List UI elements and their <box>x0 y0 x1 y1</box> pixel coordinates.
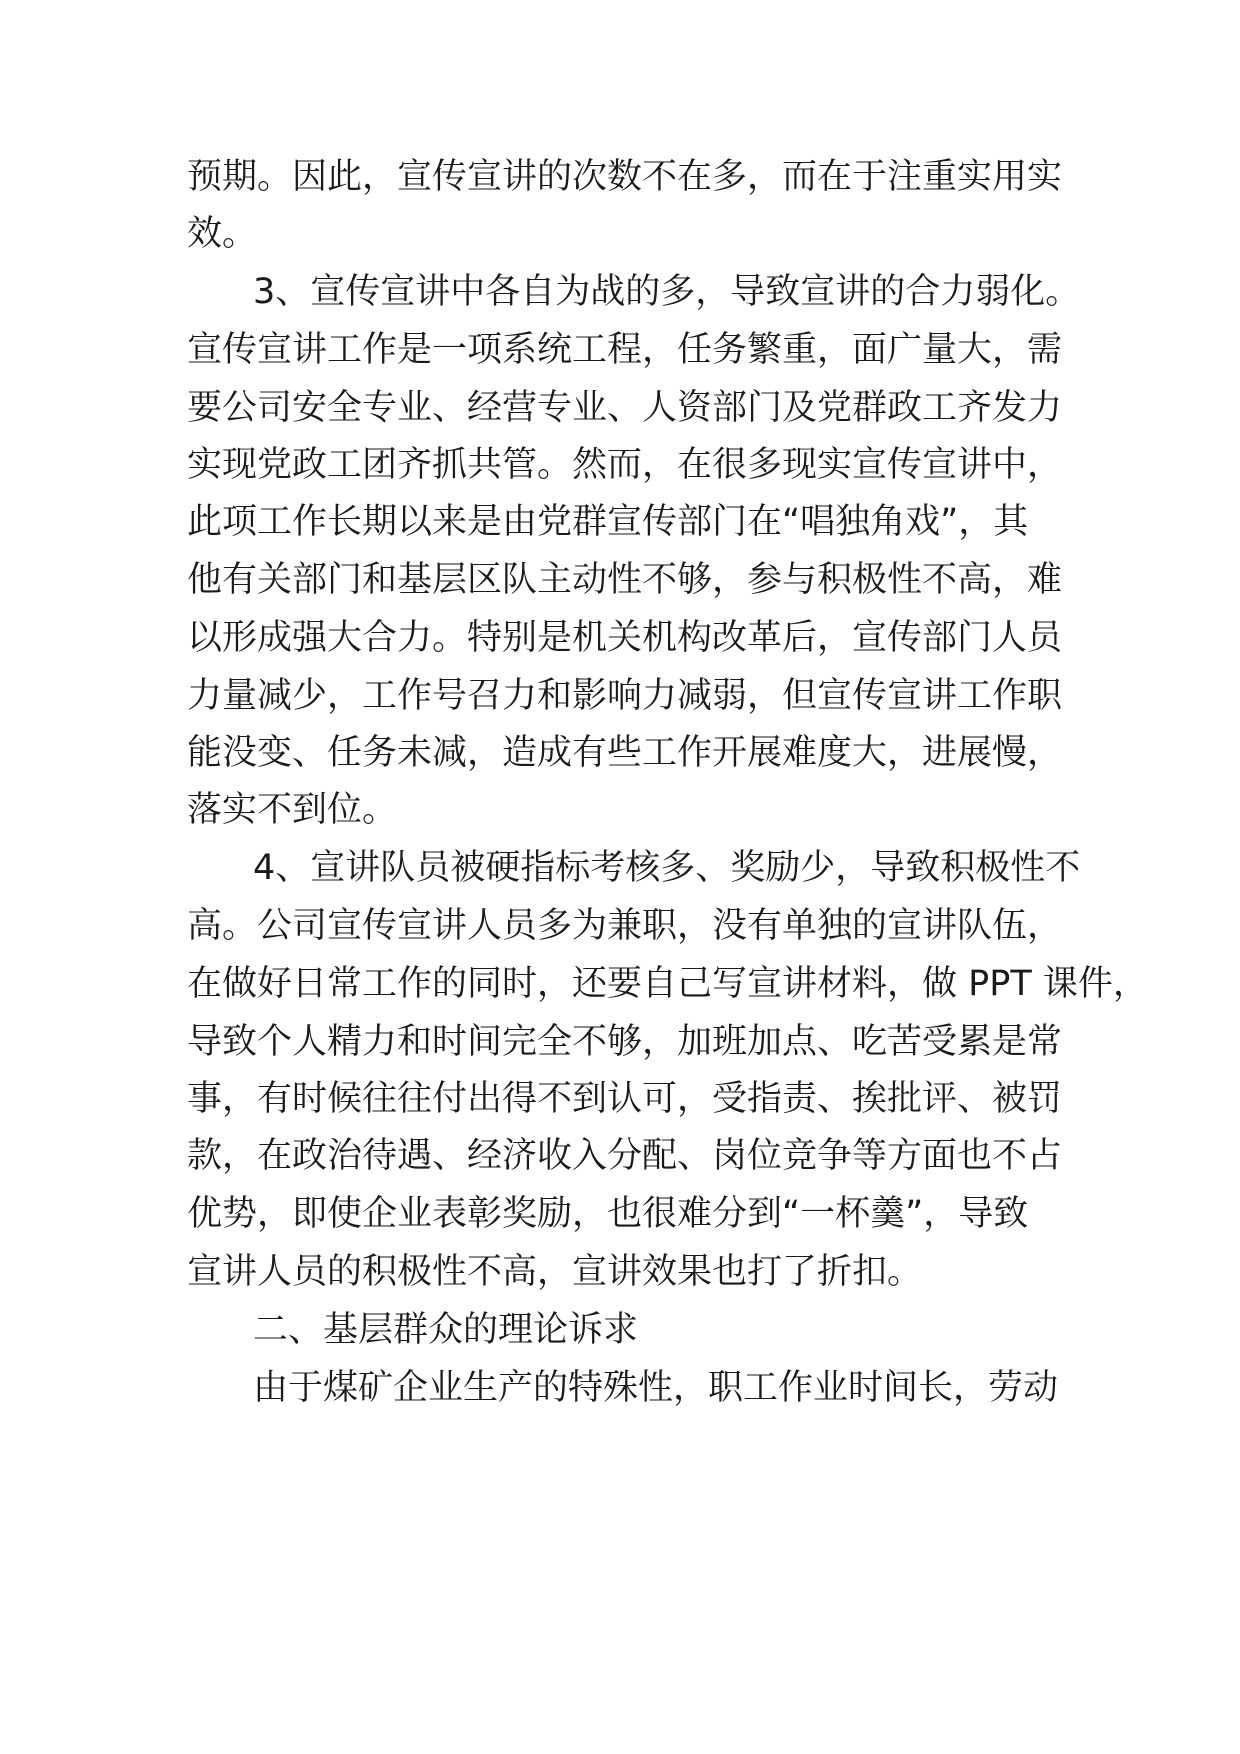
text-line: 他有关部门和基层区队主动性不够，参与积极性不高，难 <box>187 560 1063 600</box>
text-line: 此项工作长期以来是由党群宣传部门在“唱独角戏”，其 <box>187 502 1029 542</box>
text-line: 能没变、任务未减，造成有些工作开展难度大，进展慢， <box>187 733 1063 773</box>
text-line: 事，有时候往往付出得不到认可，受指责、挨批评、被罚 <box>187 1079 1063 1119</box>
text-line: 宣讲人员的积极性不高，宣讲效果也打了折扣。 <box>187 1252 923 1292</box>
text-line: 以形成强大合力。特别是机关机构改革后，宣传部门人员 <box>187 618 1063 658</box>
text-line: 高。公司宣传宣讲人员多为兼职，没有单独的宣讲队伍， <box>187 906 1063 946</box>
text-line: 要公司安全专业、经营专业、人资部门及党群政工齐发力 <box>187 388 1063 428</box>
text-line: 由于煤矿企业生产的特殊性，职工作业时间长，劳动 <box>253 1368 1059 1408</box>
text-line: 在做好日常工作的同时，还要自己写宣讲材料，做 PPT 课件， <box>187 964 1148 1004</box>
text-line: 实现党政工团齐抓共管。然而，在很多现实宣传宣讲中， <box>187 445 1063 485</box>
section-heading: 二、基层群众的理论诉求 <box>253 1310 639 1350</box>
paragraph-heading: 3、宣传宣讲中各自为战的多，导致宣讲的合力弱化。 <box>253 272 1081 312</box>
text-line: 落实不到位。 <box>187 790 398 830</box>
text-line: 优势，即使企业表彰奖励，也很难分到“一杯羹”，导致 <box>187 1194 1029 1234</box>
text-line: 力量减少，工作号召力和影响力减弱，但宣传宣讲工作职 <box>187 676 1063 716</box>
text-line: 效。 <box>187 214 258 254</box>
text-line: 宣传宣讲工作是一项系统工程，任务繁重，面广量大，需 <box>187 330 1063 370</box>
text-line: 预期。因此，宣传宣讲的次数不在多，而在于注重实用实 <box>187 157 1063 197</box>
text-line: 款，在政治待遇、经济收入分配、岗位竞争等方面也不占 <box>187 1136 1063 1176</box>
paragraph-heading: 4、宣讲队员被硬指标考核多、奖励少，导致积极性不 <box>253 848 1081 888</box>
text-line: 导致个人精力和时间完全不够，加班加点、吃苦受累是常 <box>187 1022 1063 1062</box>
